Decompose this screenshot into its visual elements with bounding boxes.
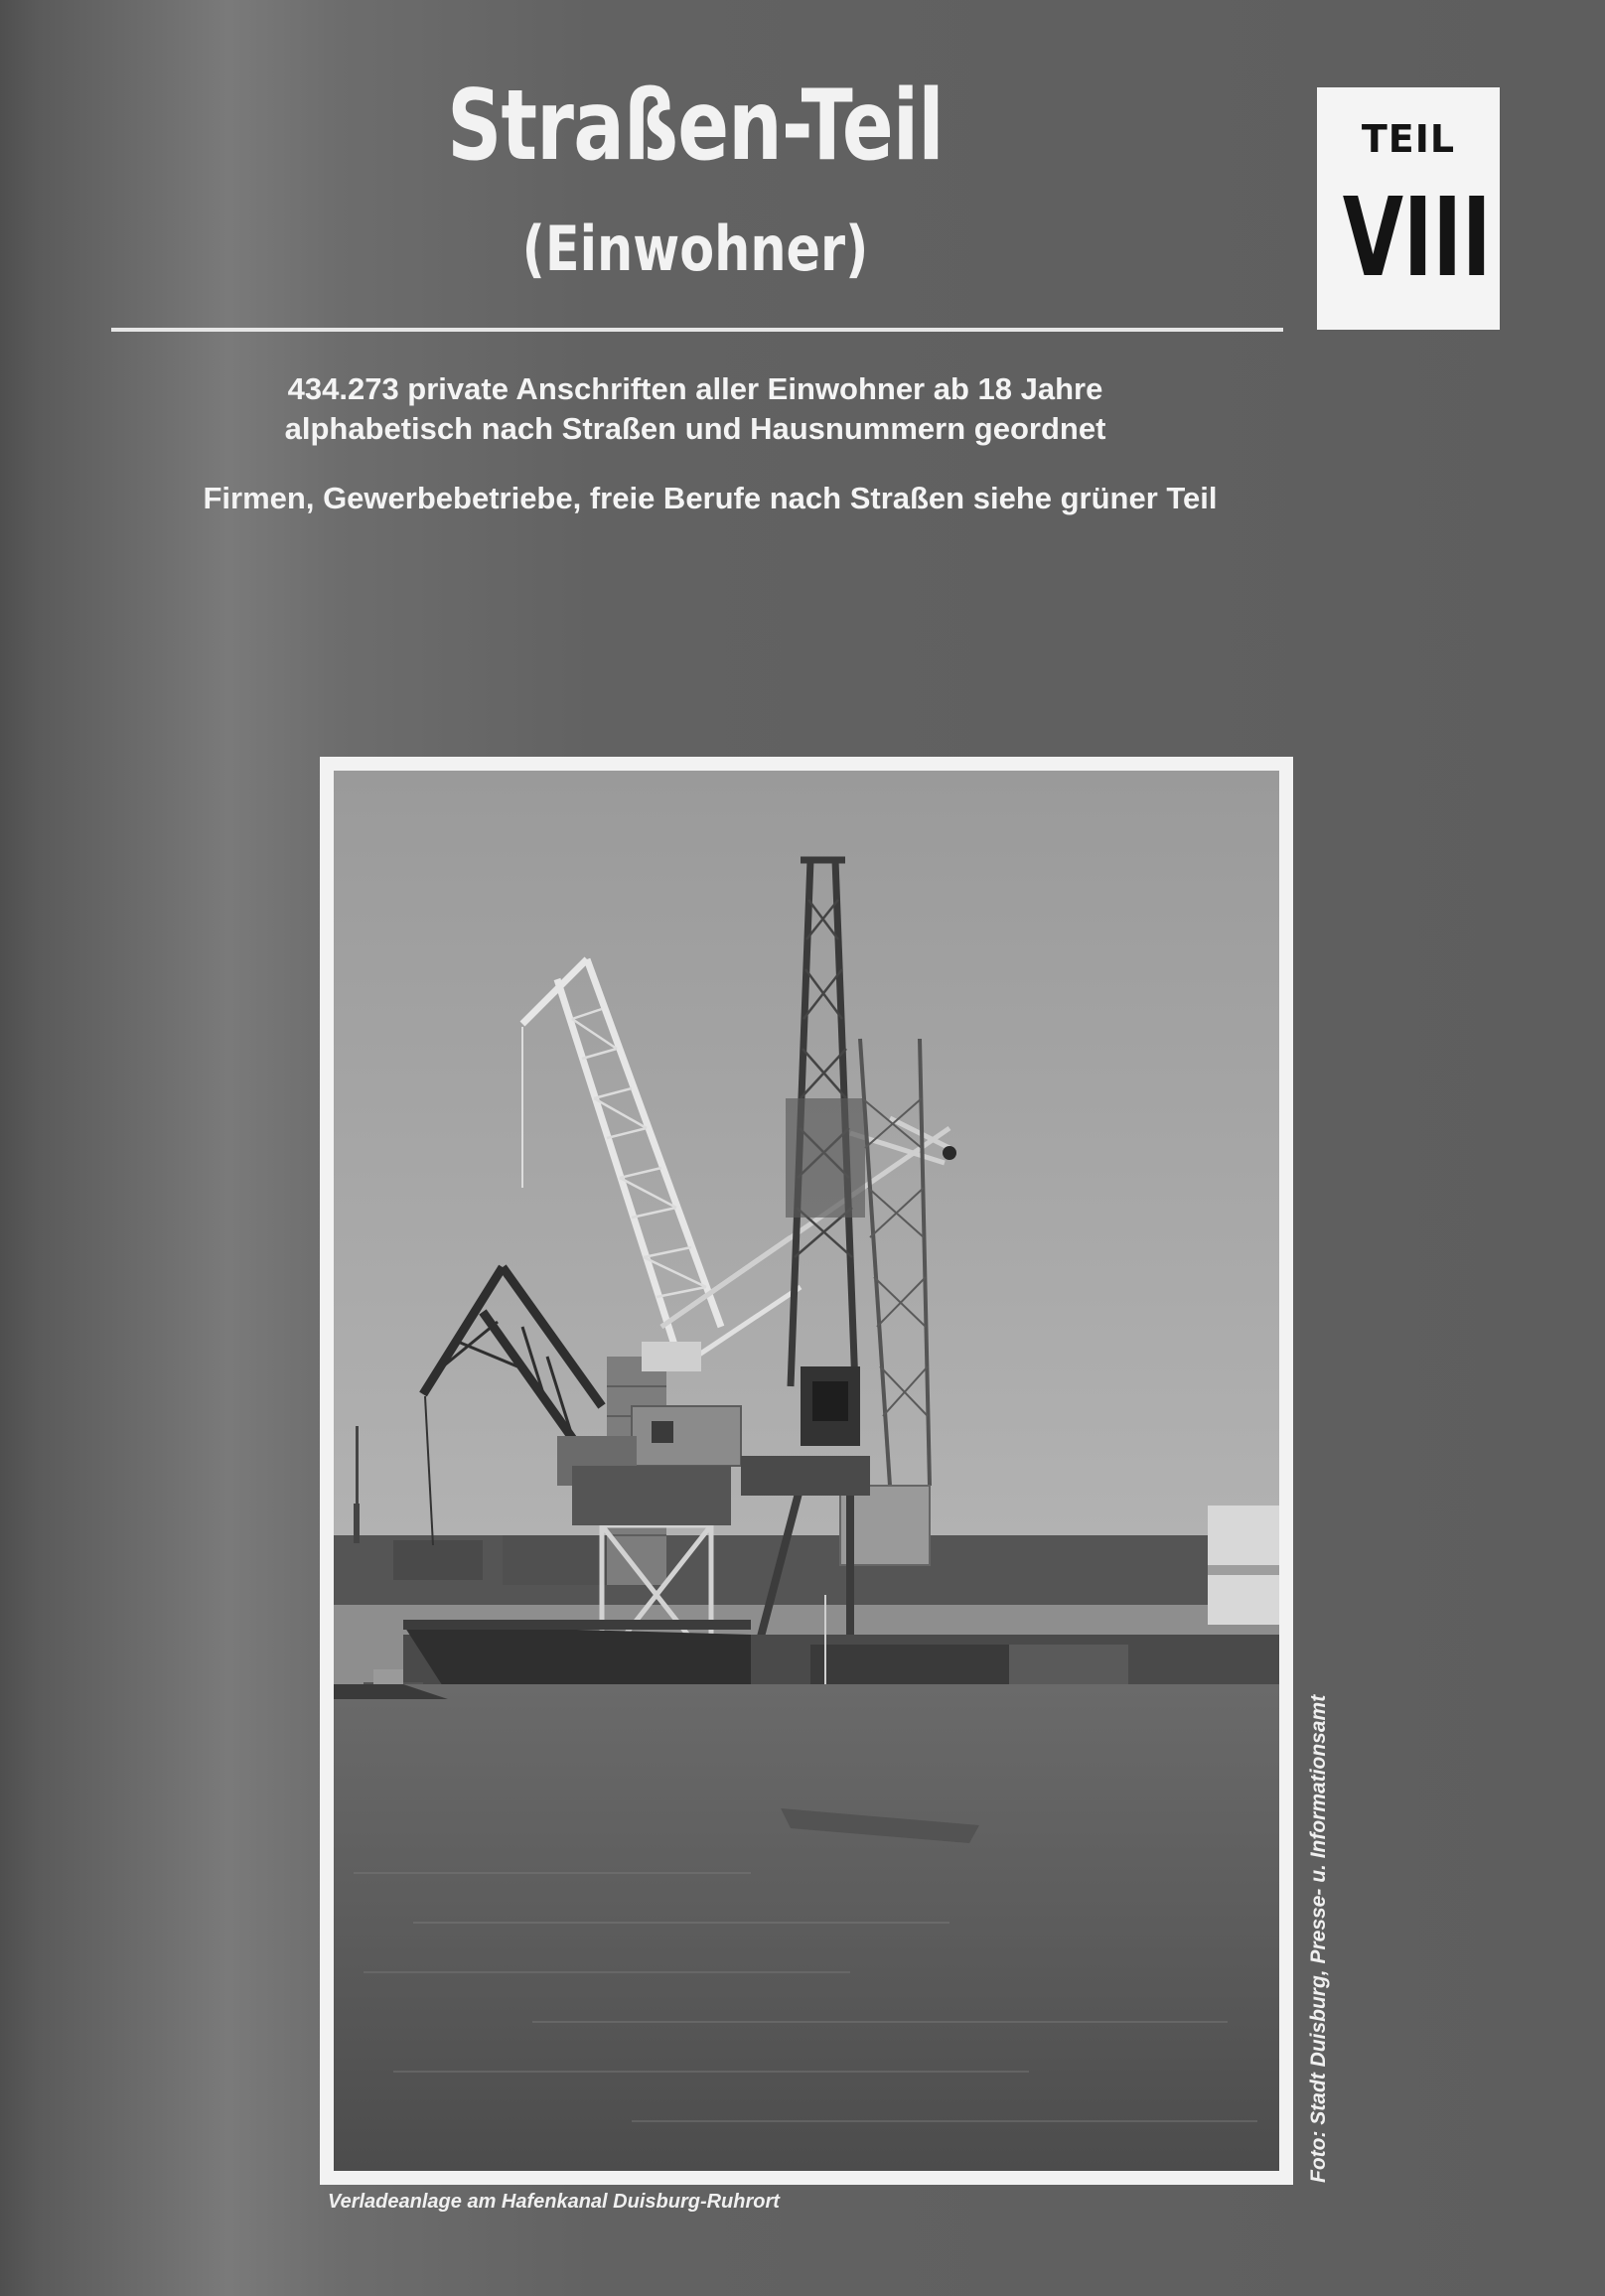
description-line-2: alphabetisch nach Straßen und Hausnummern geordnet: [284, 411, 1106, 446]
description-line-1: 434.273 private Anschriften aller Einwohner ab 18 Jahre: [287, 371, 1103, 406]
page-title: Straßen-Teil: [447, 70, 944, 183]
photo-frame: [320, 757, 1293, 2185]
photo-caption: Verladeanlage am Hafenkanal Duisburg-Ruhrort: [328, 2191, 780, 2213]
cross-reference-note: Firmen, Gewerbebetriebe, freie Berufe nach Straßen siehe grüner Teil: [203, 481, 1218, 515]
title-divider: [111, 328, 1283, 332]
page-subtitle: (Einwohner): [521, 213, 869, 285]
part-badge-number: VIII: [1342, 174, 1492, 301]
harbor-cranes-photo: [334, 771, 1279, 2171]
part-badge: [1317, 87, 1500, 330]
photo-credit: Foto: Stadt Duisburg, Presse- u. Informationsamt: [1307, 1694, 1330, 2183]
harbor-cranes-illustration: [334, 771, 1279, 2171]
part-badge-label: TEIL: [1361, 117, 1456, 161]
